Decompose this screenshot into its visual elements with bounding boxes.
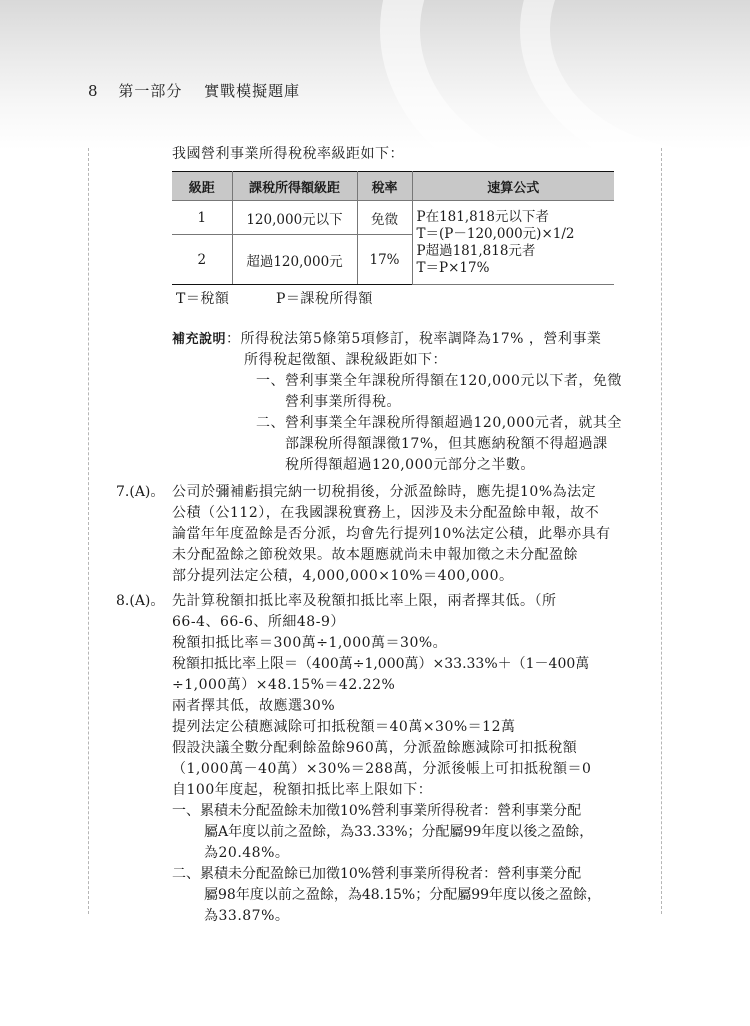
question-7-line: 公積（公112），在我國課稅實務上，因涉及未分配盈餘申報，故不	[172, 505, 600, 521]
question-8-line: 66-4、66-6、所細48-9）	[172, 614, 345, 630]
question-7-number: 7.(A)。	[116, 484, 165, 500]
table-cell-range: 超過120,000元	[232, 235, 357, 285]
intro-text: 我國營利事業所得稅稅率級距如下：	[172, 146, 404, 162]
supplement-item2-cont: 部課稅所得額課徵17%，但其應納稅額不得超過課	[285, 436, 608, 452]
legend-t: T＝稅額	[176, 291, 230, 307]
formula-line: P超過181,818元者	[416, 242, 536, 259]
question-8-sub1-cont: 為20.48%。	[204, 845, 290, 861]
question-8-line: 先計算稅額扣抵比率及稅額扣抵比率上限，兩者擇其低。（所	[172, 593, 557, 609]
page-number: 8	[88, 82, 99, 100]
table-header-row	[172, 172, 614, 201]
supplement-item1: 一、營利事業全年課稅所得額在120,000元以下者，免徵	[256, 373, 622, 389]
table-header-cell: 稅率	[357, 172, 412, 201]
question-8-line: 兩者擇其低，故應選30%	[172, 698, 336, 714]
left-margin-line	[88, 148, 89, 914]
section-title: 實戰模擬題庫	[204, 82, 301, 100]
question-8-line: ÷1,000萬）×48.15%＝42.22%	[172, 677, 396, 693]
question-8-sub2-cont: 為33.87%。	[204, 908, 290, 924]
question-8-sub1: 一、累積未分配盈餘未加徵10%營利事業所得稅者：營利事業分配	[172, 803, 582, 819]
supplement-label: 補充說明	[172, 332, 227, 347]
question-7-line: 部分提列法定公積，4,000,000×10%＝400,000。	[172, 568, 514, 584]
table-cell-level: 1	[172, 201, 232, 235]
supplement-item1-cont: 營利事業所得稅。	[285, 394, 401, 410]
header-background	[0, 0, 750, 150]
formula-line: P在181,818元以下者	[416, 208, 549, 225]
question-8-line: 自100年度起，稅額扣抵比率上限如下：	[172, 782, 433, 798]
table-cell-range: 120,000元以下	[232, 201, 357, 235]
question-8-line: 假設決議全數分配剩餘盈餘960萬，分派盈餘應減除可扣抵稅額	[172, 740, 578, 756]
question-8-sub2-cont: 屬98年度以前之盈餘，為48.15%；分配屬99年度以後之盈餘，	[204, 887, 602, 903]
part-label: 第一部分	[118, 82, 183, 100]
question-8-sub1-cont: 屬A年度以前之盈餘，為33.33%；分配屬99年度以後之盈餘，	[204, 824, 594, 840]
question-7-line: 公司於彌補虧損完納一切稅捐後，分派盈餘時，應先提10%為法定	[172, 484, 597, 500]
table-cell-level: 2	[172, 235, 232, 285]
table-row	[172, 201, 614, 235]
table-cell-formula	[412, 201, 614, 285]
table-cell-rate: 17%	[357, 235, 412, 285]
question-8-line: 提列法定公積應減除可扣抵稅額＝40萬×30%＝12萬	[172, 719, 516, 735]
question-8-line: 稅額扣抵比率上限＝（400萬÷1,000萬）×33.33%＋（1－400萬	[172, 656, 590, 672]
question-8-number: 8.(A)。	[116, 593, 165, 609]
question-7-line: 論當年年度盈餘是否分派，均會先行提列10%法定公積，此舉亦具有	[172, 526, 611, 542]
supplement-line2: 所得稅起徵額、課稅級距如下：	[244, 352, 447, 368]
tax-rate-table	[172, 171, 614, 285]
right-margin-line	[661, 148, 662, 914]
page-header	[88, 80, 300, 101]
table-cell-rate: 免徵	[357, 201, 412, 235]
table-header-cell: 速算公式	[412, 172, 614, 201]
formula-line: T＝P×17%	[416, 259, 490, 276]
question-8-sub2: 二、累積未分配盈餘已加徵10%營利事業所得稅者：營利事業分配	[172, 866, 582, 882]
table-header-cell: 課稅所得額級距	[232, 172, 357, 201]
question-7-line: 未分配盈餘之節稅效果。故本題應就尚未申報加徵之未分配盈餘	[172, 547, 578, 563]
question-8-line: （1,000萬－40萬）×30%＝288萬，分派後帳上可扣抵稅額＝0	[172, 761, 592, 777]
supplement-line1	[172, 328, 601, 351]
table-header-cell: 級距	[172, 172, 232, 201]
formula-line: T＝(P－120,000元)×1/2	[416, 225, 575, 242]
legend-p: P＝課稅所得額	[276, 291, 373, 307]
supplement-item2: 二、營利事業全年課稅所得額超過120,000元者，就其全	[256, 415, 622, 431]
question-8-line: 稅額扣抵比率＝300萬÷1,000萬＝30%。	[172, 635, 448, 651]
supplement-text: ：所得稅法第5條第5項修訂，稅率調降為17% ，營利事業	[226, 331, 602, 347]
supplement-item2-cont: 稅所得額超過120,000元部分之半數。	[285, 457, 535, 473]
